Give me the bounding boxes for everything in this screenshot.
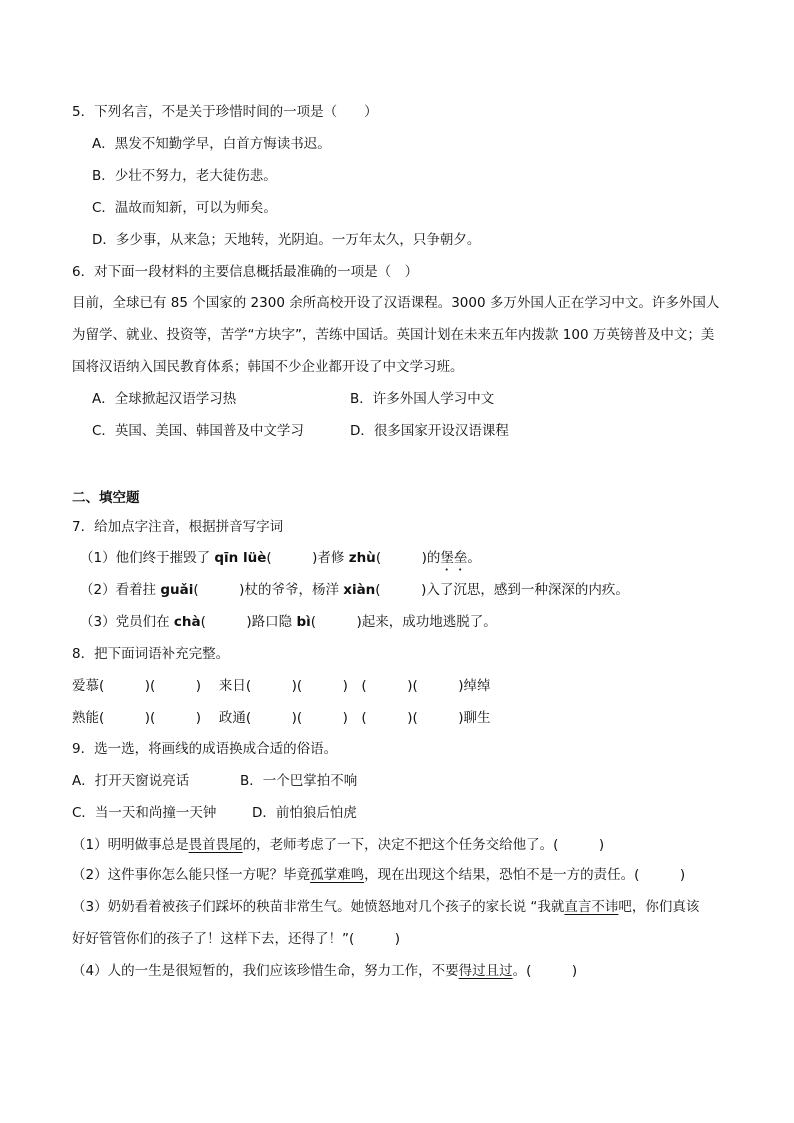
q9-sub-3: （3）奶奶看着被孩子们踩坏的秧苗非常生气。她愤怒地对几个孩子的家长说 “我就直言不讳吧，你们真该 <box>72 899 700 915</box>
q9-option-b: B．一个巴掌拍不响 <box>240 773 358 789</box>
q6-option-c: C．英国、美国、韩国普及中文学习 <box>92 423 304 439</box>
q9-sub-3-cont: 好好管管你们的孩子了！这样下去，还得了！”( ) <box>72 931 401 947</box>
q9-sub-4: （4）人的一生是很短暂的，我们应该珍惜生命，努力工作，不要得过且过。( ) <box>72 963 578 979</box>
q5-option-a: A．黑发不知勤学早，白首方悔读书迟。 <box>92 136 331 152</box>
q7-sub-3: （3）党员们在 chà( )路口隐 bì( )起来，成功地逃脱了。 <box>80 614 497 630</box>
q9-option-a: A．打开天窗说亮话 <box>72 773 190 789</box>
q6-option-a: A．全球掀起汉语学习热 <box>92 391 237 407</box>
q6-stem: 6．对下面一段材料的主要信息概括最准确的一项是（ ） <box>72 264 419 280</box>
q6-passage-line-1: 目前，全球已有 85 个国家的 2300 余所高校开设了汉语课程。3000 多万外国人正在学习中文。许多外国人 <box>72 295 720 311</box>
q9-option-c: C．当一天和尚撞一天钟 <box>72 805 217 821</box>
q9-stem: 9．选一选，将画线的成语换成合适的俗语。 <box>72 741 338 757</box>
q5-option-c: C．温故而知新，可以为师矣。 <box>92 200 277 216</box>
q6-passage-line-2: 为留学、就业、投资等，苦学“方块字”，苦练中国话。英国计划在未来五年内拨款 100 万英镑普及中文；美 <box>72 327 715 343</box>
q7-stem: 7．给加点字注音，根据拼音写字词 <box>72 519 284 535</box>
q8-row-1: 爱慕( )( ) 来日( )( ) ( )( )绰绰 <box>72 678 491 694</box>
q6-option-b: B．许多外国人学习中文 <box>350 391 495 407</box>
section-title: 二、填空题 <box>72 490 140 506</box>
q5-stem: 5．下列名言，不是关于珍惜时间的一项是（ ） <box>72 104 378 120</box>
q5-option-d: D．多少事，从来急；天地转，光阴迫。一万年太久，只争朝夕。 <box>92 232 481 248</box>
q9-sub-2: （2）这件事你怎么能只怪一方呢？毕竟孤掌难鸣，现在出现这个结果，恐怕不是一方的责任。( ) <box>72 867 686 883</box>
q6-passage-line-3: 国将汉语纳入国民教育体系；韩国不少企业都开设了中文学习班。 <box>72 359 464 375</box>
q7-sub-2: （2）看着拄 guǎi( )杖的爷爷，杨洋 xiàn( )入了沉思，感到一种深深的内疚。 <box>80 582 629 598</box>
q5-option-b: B．少壮不努力，老大徒伤悲。 <box>92 168 277 184</box>
q6-option-d: D．很多国家开设汉语课程 <box>350 423 509 439</box>
q7-sub-1: （1）他们终于摧毁了 qīn lüè( )者修 zhù( )的堡垒。 <box>80 550 481 566</box>
q8-stem: 8．把下面词语补充完整。 <box>72 646 230 662</box>
q9-sub-1: （1）明明做事总是畏首畏尾的，老师考虑了一下，决定不把这个任务交给他了。( ) <box>72 837 605 853</box>
q9-option-d: D．前怕狼后怕虎 <box>252 805 357 821</box>
q8-row-2: 熟能( )( ) 政通( )( ) ( )( )聊生 <box>72 710 491 726</box>
